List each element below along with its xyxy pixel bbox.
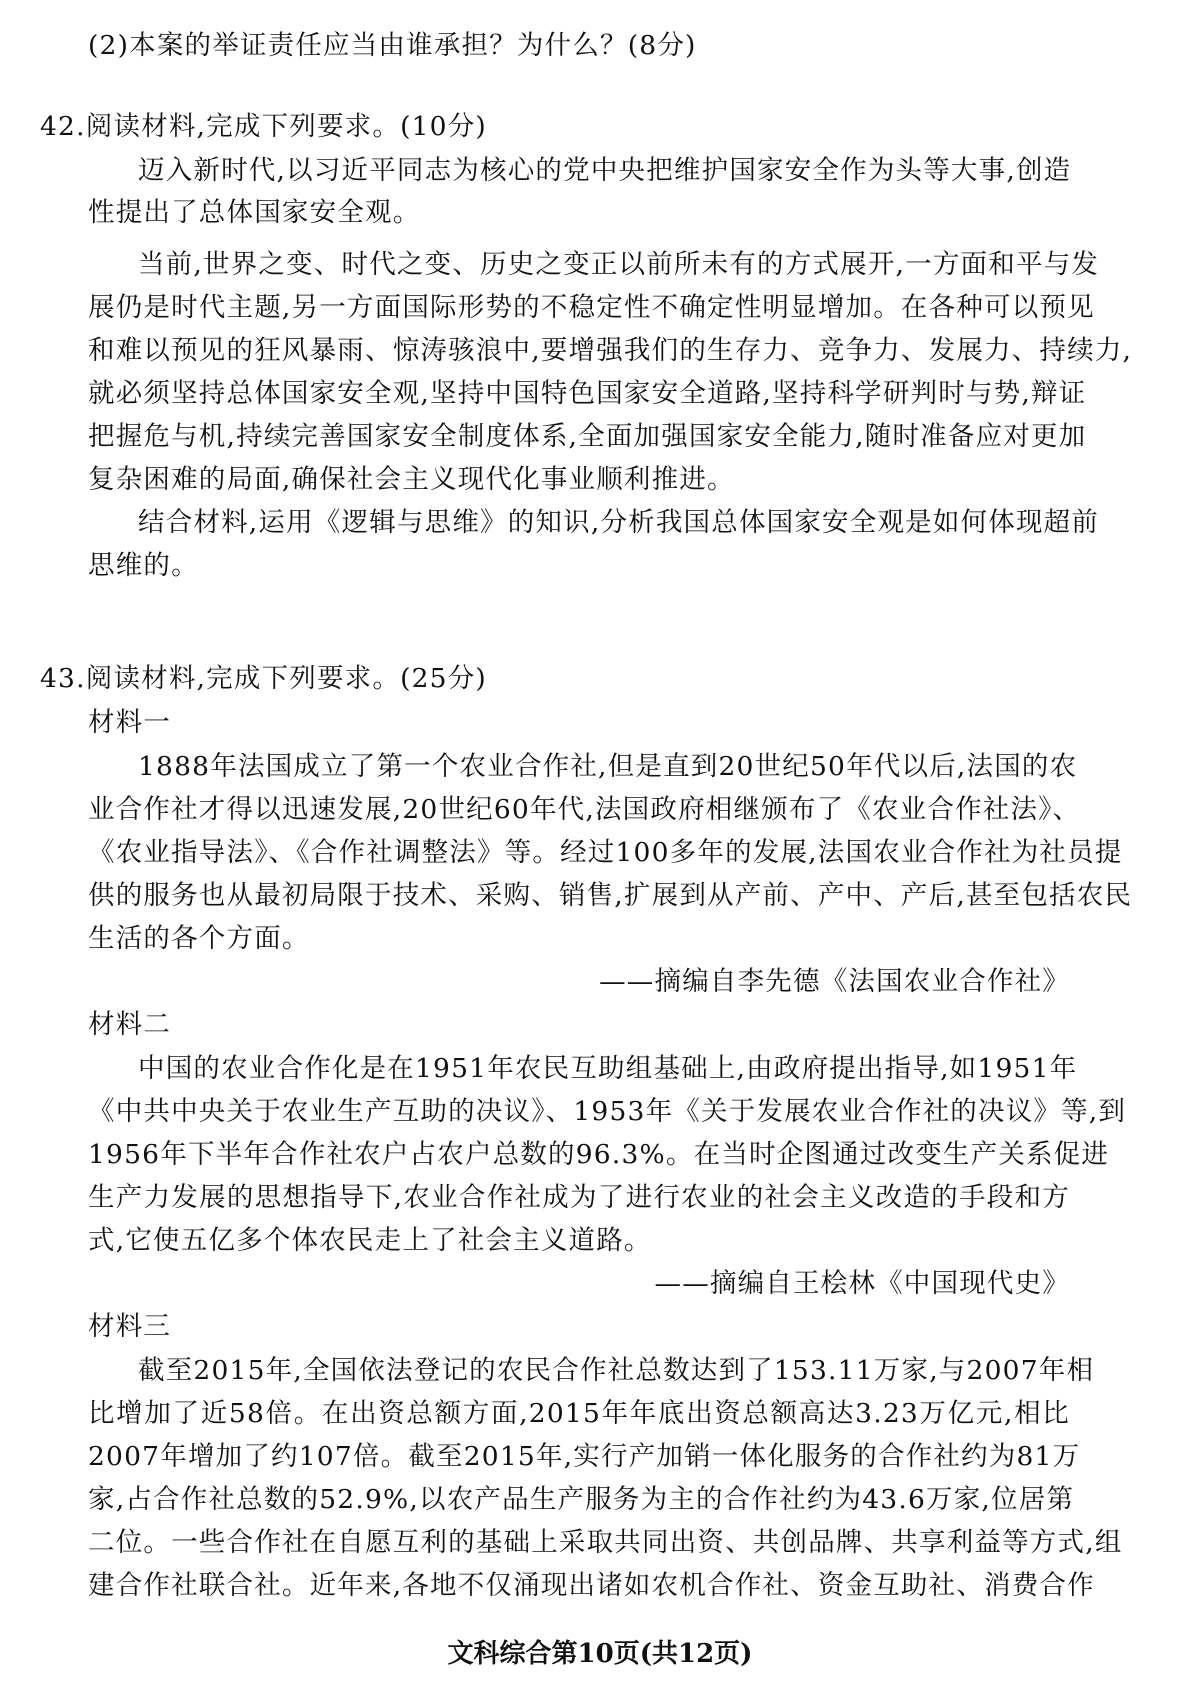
material-1-line: 生活的各个方面。 — [88, 923, 310, 954]
material-3-line: 二位。一些合作社在自愿互利的基础上采取共同出资、共创品牌、共享利益等方式,组 — [88, 1527, 1123, 1558]
material-3-line: 截至2015年,全国依法登记的农民合作社总数达到了153.11万家,与2007年相 — [138, 1355, 1095, 1386]
q42-task-line: 结合材料,运用《逻辑与思维》的知识,分析我国总体国家安全观是如何体现超前 — [138, 507, 1100, 538]
q43-heading: 43.阅读材料,完成下列要求。(25分) — [40, 663, 487, 694]
q42-p2-line: 和难以预见的狂风暴雨、惊涛骇浪中,要增强我们的生存力、竞争力、发展力、持续力, — [88, 335, 1133, 366]
material-1-line: 1888年法国成立了第一个农业合作社,但是直到20世纪50年代以后,法国的农 — [138, 751, 1078, 782]
q42-p2-line: 把握危与机,持续完善国家安全制度体系,全面加强国家安全能力,随时准备应对更加 — [88, 421, 1087, 452]
q42-p2-line: 复杂困难的局面,确保社会主义现代化事业顺利推进。 — [88, 464, 735, 495]
page-footer: 文科综合第10页(共12页) — [447, 1639, 753, 1669]
material-2-line: 中国的农业合作化是在1951年农民互助组基础上,由政府提出指导,如1951年 — [138, 1053, 1078, 1084]
material-3-label: 材料三 — [88, 1311, 172, 1342]
q41-subquestion-2: (2)本案的举证责任应当由谁承担？为什么？(8分) — [88, 30, 697, 61]
material-1-line: 供的服务也从最初局限于技术、采购、销售,扩展到从产前、产中、产后,甚至包括农民 — [88, 880, 1133, 911]
material-2-line: 生产力发展的思想指导下,农业合作社成为了进行农业的社会主义改造的手段和方 — [88, 1182, 1070, 1213]
material-3-line: 比增加了近58倍。在出资总额方面,2015年年底出资总额高达3.23万亿元,相比 — [88, 1398, 1070, 1429]
q42-task-line: 思维的。 — [88, 550, 199, 581]
material-3-line: 家,占合作社总数的52.9%,以农产品生产服务为主的合作社约为43.6万家,位居第 — [88, 1484, 1075, 1515]
material-2-label: 材料二 — [88, 1009, 172, 1040]
material-2-line: 1956年下半年合作社农户占农户总数的96.3%。在当时企图通过改变生产关系促进 — [88, 1139, 1110, 1170]
material-1-label: 材料一 — [88, 707, 172, 738]
material-3-line: 2007年增加了约107倍。截至2015年,实行产加销一体化服务的合作社约为81万 — [88, 1441, 1081, 1472]
material-2-line: 《中共中央关于农业生产互助的决议》、1953年《关于发展农业合作社的决议》等,到 — [88, 1096, 1127, 1127]
material-1-source: ——摘编自李先德《法国农业合作社》 — [599, 966, 1070, 997]
material-2-line: 式,它使五亿多个体农民走上了社会主义道路。 — [88, 1225, 652, 1256]
material-2-source: ——摘编自王桧林《中国现代史》 — [654, 1268, 1070, 1299]
material-1-line: 业合作社才得以迅速发展,20世纪60年代,法国政府相继颁布了《农业合作社法》、 — [88, 794, 1081, 825]
q42-p2-line: 就必须坚持总体国家安全观,坚持中国特色国家安全道路,坚持科学研判时与势,辩证 — [88, 378, 1087, 409]
material-1-line: 《农业指导法》、《合作社调整法》等。经过100多年的发展,法国农业合作社为社员提 — [88, 837, 1123, 868]
q42-p1-line: 迈入新时代,以习近平同志为核心的党中央把维护国家安全作为头等大事,创造 — [138, 155, 1072, 186]
q42-p2-line: 展仍是时代主题,另一方面国际形势的不稳定性不确定性明显增加。在各种可以预见 — [88, 292, 1095, 323]
material-3-line: 建合作社联合社。近年来,各地不仅涌现出诸如农机合作社、资金互助社、消费合作 — [88, 1570, 1095, 1601]
q42-heading: 42.阅读材料,完成下列要求。(10分) — [40, 111, 487, 142]
q42-p1-line: 性提出了总体国家安全观。 — [88, 197, 421, 228]
q42-p2-line: 当前,世界之变、时代之变、历史之变正以前所未有的方式展开,一方面和平与发 — [138, 249, 1100, 280]
